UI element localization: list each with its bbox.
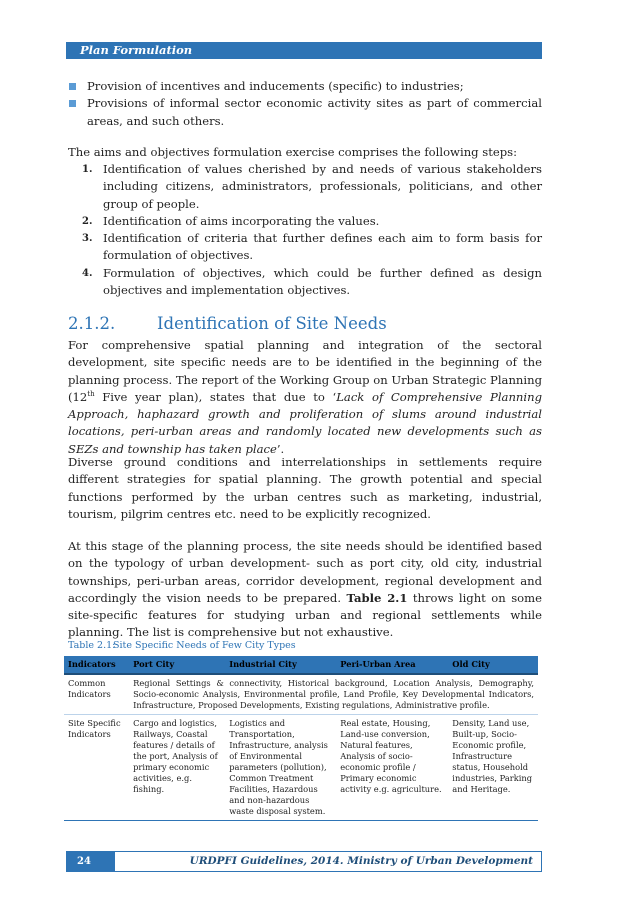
steps-intro: The aims and objectives formulation exercise comprises the following steps: <box>68 145 518 159</box>
table-cell: Density, Land use, Built-up, Socio-Economic profile, Infrastructure status, Household industries, Parking and Heritage. <box>448 715 538 821</box>
column-header: Indicators <box>64 656 129 674</box>
steps-list <box>82 161 542 299</box>
header-title: Plan Formulation <box>80 43 193 57</box>
column-header: Port City <box>129 656 225 674</box>
table-cell: Real estate, Housing, Land-use conversion, Natural features, Analysis of socio-economic profile / Primary economic activity e.g. agriculture. <box>336 715 448 821</box>
superscript: th <box>87 390 95 399</box>
caption-number: Table 2.1: <box>68 640 116 651</box>
paragraph-text: throws light on some site-specific features for studying urban and regional settlements while planning. The list is comprehensive but not exhaustive. <box>68 590 542 640</box>
square-bullet-icon <box>69 100 76 107</box>
list-item <box>82 265 542 300</box>
footer-text: URDPFI Guidelines, 2014. Ministry of Urban Development <box>189 855 533 867</box>
paragraph-text: Five year plan), states that due to ‘ <box>94 389 337 404</box>
section-title: Identification of Site Needs <box>157 314 387 333</box>
column-header: Industrial City <box>225 656 336 674</box>
table-caption <box>68 640 296 651</box>
quoted-text: Lack of Comprehensive Planning Approach, haphazard growth and proliferation of slums around industrial locations, peri-urban areas and randomly located new developments such as SEZs and township has taken place <box>68 389 542 456</box>
step-number: 2. <box>82 215 93 227</box>
step-number: 1. <box>82 164 93 175</box>
bullet-text: Provision of incentives and inducements (specific) to industries; <box>87 79 464 93</box>
running-header <box>66 42 542 59</box>
site-needs-table <box>64 656 538 821</box>
page-number: 24 <box>67 852 115 871</box>
paragraph-ground-conditions: Diverse ground conditions and interrelationships in settlements require different strategies for spatial planning. The growth potential and special functions performed by the urban centres such as marketing, industrial, tourism, pilgrim centres etc. need to be explicitly recognized. <box>68 455 542 521</box>
paragraph-typology <box>68 538 542 642</box>
table-header-row <box>64 656 538 674</box>
paragraph-text: At this stage of the planning process, the site needs should be identified based on the typology of urban development- such as port city, old city, industrial townships, peri-urban areas, corridor development, regional development and accordingly the vision needs to be prepared. <box>68 539 542 605</box>
section-heading <box>68 314 387 333</box>
table-row <box>64 715 538 821</box>
paragraph-site-needs <box>68 337 542 458</box>
list-item <box>82 213 542 230</box>
step-text: Formulation of objectives, which could be further defined as design objectives and implementation objectives. <box>103 265 542 298</box>
table-cell: Logistics and Transportation, Infrastructure, analysis of Environmental parameters (pollution), Common Treatment Facilities, Hazardous and non-hazardous waste disposal system. <box>225 715 336 821</box>
section-number: 2.1.2. <box>68 314 116 333</box>
page-footer <box>66 851 542 872</box>
table-reference: Table 2.1 <box>346 590 408 605</box>
step-number: 4. <box>82 267 93 279</box>
table-row <box>64 674 538 715</box>
row-label: Site Specific Indicators <box>64 715 129 821</box>
bullet-list <box>68 78 542 130</box>
row-label: Common Indicators <box>64 674 129 715</box>
paragraph-text: For comprehensive spatial planning and integration of the sectoral development, site specific needs are to be identified in the beginning of the planning process. The report of the Working Group on Urban Strategic Planning (12 <box>68 338 542 404</box>
step-number: 3. <box>82 233 93 245</box>
square-bullet-icon <box>69 83 76 90</box>
list-item <box>68 78 542 95</box>
table-cell: Regional Settings & connectivity, Historical background, Location Analysis, Demography, Socio-economic Analysis, Environmental profile, Land Profile, Key Developmental Indicators, Infrastructure, Proposed Developments, Existing regulations, Administrative profile. <box>129 674 538 715</box>
column-header: Peri-Urban Area <box>336 656 448 674</box>
list-item <box>68 95 542 130</box>
column-header: Old City <box>448 656 538 674</box>
paragraph-text: ’. <box>276 441 285 456</box>
list-item <box>82 161 542 213</box>
caption-title: Site Specific Needs of Few City Types <box>113 640 296 651</box>
list-item <box>82 230 542 265</box>
step-text: Identification of criteria that further defines each aim to form basis for formulation of objectives. <box>103 231 542 263</box>
step-text: Identification of aims incorporating the values. <box>103 213 380 228</box>
step-text: Identification of values cherished by and needs of various stakeholders including citizens, administrators, professionals, politicians, and other group of people. <box>103 162 542 211</box>
table-cell: Cargo and logistics, Railways, Coastal features / details of the port, Analysis of primary economic activities, e.g. fishing. <box>129 715 225 821</box>
bullet-text: Provisions of informal sector economic activity sites as part of commercial areas, and such others. <box>87 96 542 128</box>
